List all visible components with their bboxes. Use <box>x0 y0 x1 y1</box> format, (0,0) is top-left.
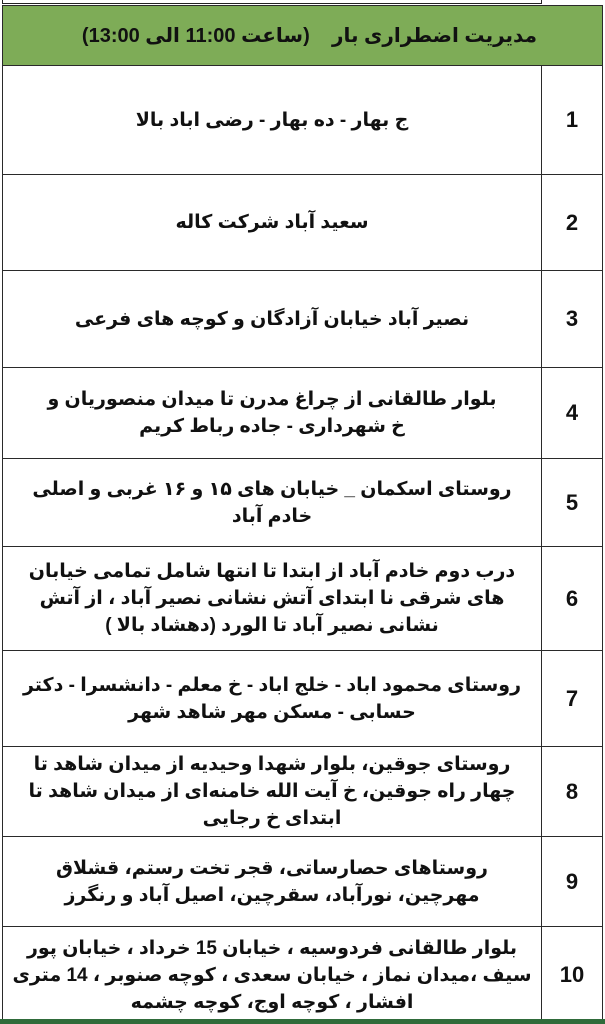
table-row <box>2 547 603 651</box>
row-number: 3 <box>541 271 602 367</box>
row-number: 1 <box>541 66 602 174</box>
table-title: مدیریت اضطراری بار (ساعت 11:00 الی 13:00) <box>81 25 537 47</box>
table-row <box>2 837 603 927</box>
row-areas: درب دوم خادم آباد از ابتدا تا انتها شامل تمامی خیابان های شرقی نا ابتدای آتش نشانی نصیر آباد ، از آتش نشانی نصیر آباد تا الورد (دهشاد بالا ) <box>28 561 516 636</box>
row-areas: بلوار طالقانی از چراغ مدرن تا میدان منصوریان و خ شهرداری - جاده رباط کریم <box>47 389 497 437</box>
table-row <box>2 175 603 271</box>
row-areas: بلوار طالقانی فردوسیه ، خیابان 15 خرداد ، خیابان پور سیف ،میدان نماز ، خیابان سعدی ، کوچه صنوبر ، 14 متری افشار ، کوچه اوج، کوچه چشمه <box>12 937 532 1013</box>
row-number: 6 <box>541 547 602 650</box>
table-row <box>2 651 603 747</box>
table-row <box>2 368 603 459</box>
row-areas: ج بهار - ده بهار - رضی اباد بالا <box>135 109 409 131</box>
row-areas: روستای محمود اباد - خلج اباد - خ معلم - دانشسرا - دکتر حسابی - مسکن مهر شاهد شهر <box>22 674 522 723</box>
row-number: 8 <box>541 747 602 836</box>
row-number: 9 <box>541 837 602 926</box>
row-areas: روستاهای حصارساتی، قجر تخت رستم، قشلاق مهرچین، نورآباد، سقرچین، اصیل آباد و رنگرز <box>56 857 488 906</box>
table-header <box>2 5 603 66</box>
row-number: 4 <box>541 368 602 458</box>
row-number: 7 <box>541 651 602 746</box>
row-areas: روستای جوقین، بلوار شهدا وحیدیه از میدان شاهد تا چهار راه جوقین، خ آیت الله خامنه‌ای از میدان شاهد تا ابتدای خ رجایی <box>28 754 516 829</box>
table-row <box>2 927 603 1023</box>
bottom-bar <box>0 1019 605 1024</box>
table-row <box>2 66 603 175</box>
row-areas: روستای اسکمان _ خیابان های ۱۵ و ۱۶ غربی و اصلی خادم آباد <box>32 478 512 527</box>
table-row <box>2 459 603 547</box>
row-number: 2 <box>541 175 602 270</box>
row-number: 5 <box>541 459 602 546</box>
table-row <box>2 271 603 368</box>
previous-row-edge <box>2 0 542 4</box>
row-number: 10 <box>541 927 602 1023</box>
load-management-table <box>2 5 603 1023</box>
table-row <box>2 747 603 837</box>
row-areas: سعید آباد شرکت کاله <box>175 212 369 233</box>
row-areas: نصیر آباد خیابان آزادگان و کوچه های فرعی <box>74 308 470 330</box>
